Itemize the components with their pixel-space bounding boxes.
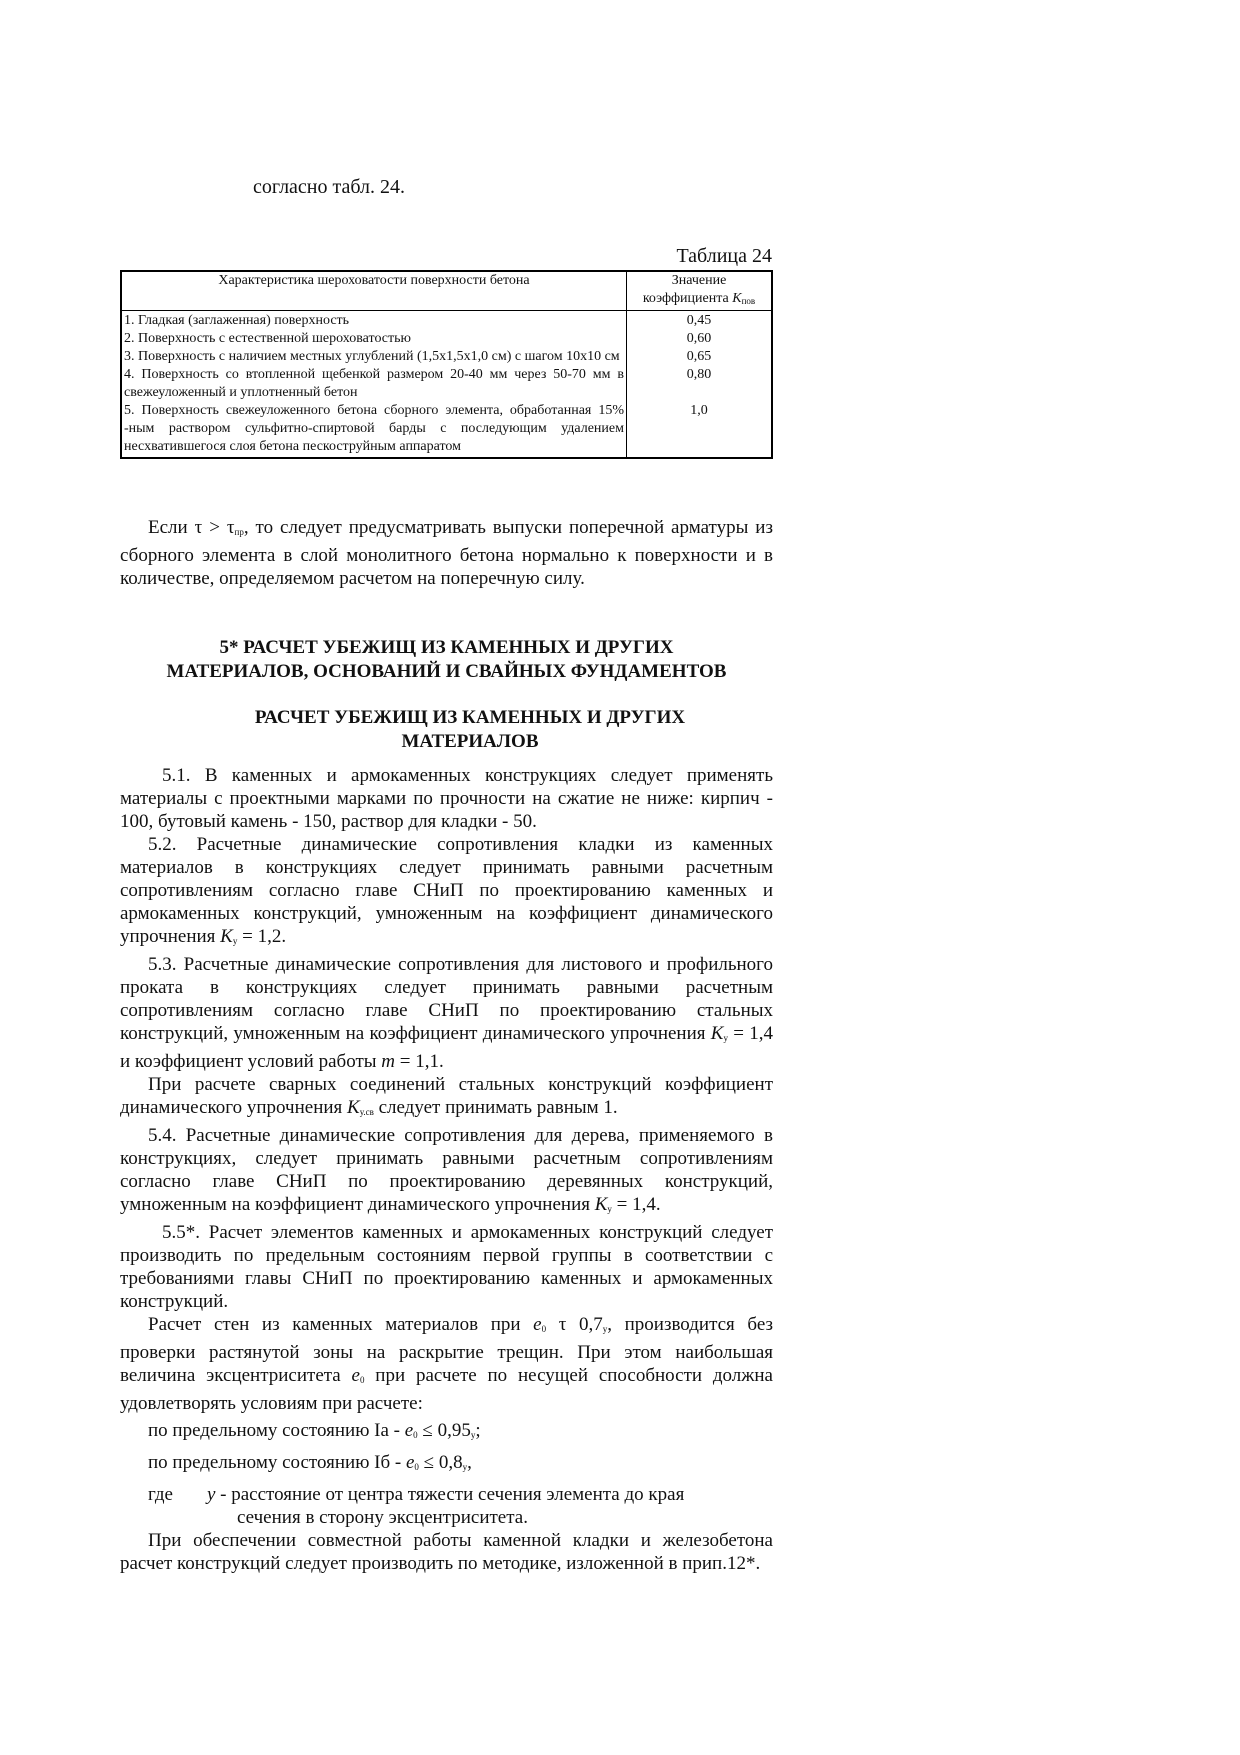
p52-value: = 1,2.: [237, 926, 287, 947]
welded-text: При расчете сварных соединений стальных конструкций коэффициент динамического упрочнения: [120, 1074, 773, 1118]
row-characteristic: 1. Гладкая (заглаженная) поверхность: [124, 313, 350, 328]
cond1-sub: y: [470, 1430, 476, 1440]
cond1-end: ;: [475, 1420, 481, 1441]
section-heading-5: [120, 636, 773, 684]
tau-paragraph: [120, 516, 773, 590]
paragraph-5-5: 5.5*. Расчет элементов каменных и армокаменных конструкций следует производить по предельным состояниям первой группы в соответствии с требованиями главы СНиП по проектированию каменных и армокаменных конструкций.: [120, 1222, 773, 1312]
p54-value: = 1,4.: [611, 1194, 661, 1215]
paragraph-5-4: [120, 1124, 773, 1221]
walls-text: Расчет стен из каменных материалов при: [148, 1314, 534, 1335]
main-text: [120, 764, 773, 1575]
p52-k-sub: у: [232, 936, 238, 946]
section-heading-line2: МАТЕРИАЛОВ, ОСНОВАНИЙ И СВАЙНЫХ ФУНДАМЕНТОВ: [166, 661, 727, 682]
walls-text-mid: , производится без проверки растянутой зоны на раскрытие трещин. При этом наибольшая величина эксцентриситета: [120, 1314, 774, 1386]
welded-text-end: следует принимать равным 1.: [373, 1097, 618, 1118]
welded-k-symbol: K: [347, 1097, 360, 1118]
where-label: где: [148, 1484, 173, 1505]
walls-ratio: τ 0,7: [546, 1314, 603, 1335]
paragraph-5-2: [120, 833, 773, 953]
row-characteristic: 3. Поверхность с наличием местных углублений (1,5х1,5х1,0 см) с шагом 10х10 см: [124, 349, 620, 364]
section-heading-line1: 5* РАСЧЕТ УБЕЖИЩ ИЗ КАМЕННЫХ И ДРУГИХ: [219, 637, 674, 658]
p53-k-symbol: K: [710, 1023, 724, 1044]
tau-subscript: пр: [234, 527, 244, 537]
row-coefficient: 0,60: [627, 330, 773, 348]
row-characteristic: 2. Поверхность с естественной шероховатостью: [124, 331, 411, 346]
tau-paragraph-rest: , то следует предусматривать выпуски поперечной арматуры из сборного элемента в слой монолитного бетона нормально к поверхности и в количестве, определяемом расчетом на поперечную силу.: [120, 517, 773, 589]
where-y-symbol: у: [206, 1484, 216, 1505]
p54-k-sub: у: [607, 1204, 612, 1214]
p52-k-symbol: K: [220, 926, 233, 947]
cond2-value: ≤ 0,8: [418, 1452, 463, 1473]
table-header-row: [121, 271, 772, 311]
cond1-e-symbol: e: [404, 1420, 414, 1441]
p53-k-sub: у: [723, 1033, 728, 1043]
row-coefficient: 0,45: [627, 311, 773, 331]
p52-text: 5.2. Расчетные динамические сопротивления кладки из каменных материалов в конструкциях следует принимать равными расчетным сопротивлениям согласно главе СНиП по проектированию каменных и армокаменных конструкций, умноженным на коэффициент динамического упрочнения: [120, 834, 773, 947]
walls-e-symbol: e: [533, 1314, 542, 1335]
tau-paragraph-start: Если τ > τ: [148, 517, 235, 538]
row-coefficient: 1,0: [627, 402, 773, 458]
row-characteristic: 5. Поверхность свежеуложенного бетона сборного элемента, обработанная 15% -ным раствором сульфитно-спиртовой барды с последующим удалением несхватившегося слоя бетона пескоструйным аппаратом: [124, 403, 624, 454]
paragraph-walls: [120, 1313, 773, 1415]
tau-paragraph-block: [120, 516, 773, 590]
table-row: [121, 366, 772, 402]
table-row: [121, 348, 772, 366]
walls-e-sub: 0: [541, 1324, 547, 1334]
table-header-characteristic: Характеристика шероховатости поверхности бетона: [121, 271, 627, 311]
p54-text: 5.4. Расчетные динамические сопротивления для дерева, применяемого в конструкциях, следует принимать равными расчетным сопротивлениям согласно главе СНиП по проектированию деревянных конструкций, умноженным на коэффициент динамического упрочнения: [120, 1125, 773, 1215]
table-row: [121, 330, 772, 348]
table-header-coefficient: [627, 271, 773, 311]
cond2-sub: y: [462, 1462, 468, 1472]
walls-e-sub-2: 0: [359, 1375, 365, 1385]
p54-k-symbol: K: [594, 1194, 608, 1215]
table-caption: Таблица 24: [676, 245, 772, 267]
p53-text-mid: = 1,4 и коэффициент условий работы: [120, 1023, 774, 1072]
subsection-heading-line2: МАТЕРИАЛОВ: [401, 731, 539, 752]
p53-value: = 1,1.: [395, 1051, 444, 1072]
welded-k-sub: у.св: [359, 1107, 374, 1117]
intro-line: согласно табл. 24.: [253, 176, 406, 198]
row-coefficient: 0,65: [627, 348, 773, 366]
header-coefficient-sub: пов: [741, 296, 756, 306]
walls-text-end: при расчете по несущей способности должна удовлетворять условиям при расчете:: [120, 1365, 773, 1414]
condition-1b: [120, 1451, 773, 1479]
walls-y-sub: y: [602, 1324, 608, 1334]
header-coefficient-line2: коэффициента: [642, 291, 733, 306]
walls-e-symbol-2: e: [351, 1365, 360, 1386]
subsection-heading: [230, 706, 710, 754]
cond2-e-sub: 0: [414, 1462, 419, 1472]
cond1-e-sub: 0: [413, 1430, 418, 1440]
table-row: [121, 402, 772, 458]
where-continuation: сечения в сторону эксцентриситета.: [237, 1507, 528, 1528]
paragraph-5-3: [120, 953, 773, 1073]
row-coefficient: 0,80: [627, 366, 773, 402]
paragraph-5-1: 5.1. В каменных и армокаменных конструкциях следует применять материалы с проектными марками по прочности на сжатие не ниже: кирпич - 100, бутовый камень - 150, раствор для кладки - 50.: [120, 765, 773, 832]
p53-m-symbol: m: [381, 1051, 396, 1072]
header-coefficient-symbol: K: [732, 291, 742, 306]
cond2-end: ,: [467, 1452, 472, 1473]
table-row: [121, 311, 772, 331]
p53-text: 5.3. Расчетные динамические сопротивления для листового и профильного проката в конструкциях следует принимать равными расчетным сопротивлениям согласно главе СНиП по проектированию стальных конструкций, умноженным на коэффициент динамического упрочнения: [120, 954, 773, 1044]
paragraph-joint-work: При обеспечении совместной работы каменной кладки и железобетона расчет конструкций следует производить по методике, изложенной в прип.12*.: [120, 1530, 773, 1574]
paragraph-welded: [120, 1073, 773, 1124]
cond1-text: по предельному состоянию Iа -: [148, 1420, 405, 1441]
row-characteristic: 4. Поверхность со втопленной щебенкой размером 20-40 мм через 50-70 мм в свежеуложенный и уплотненный бетон: [124, 367, 624, 400]
condition-1a: [120, 1419, 773, 1447]
where-text: - расстояние от центра тяжести сечения элемента до края: [215, 1484, 685, 1505]
cond1-value: ≤ 0,95: [417, 1420, 471, 1441]
roughness-table: [120, 270, 773, 459]
cond2-e-symbol: e: [405, 1452, 415, 1473]
where-definition: [120, 1483, 773, 1506]
subsection-heading-line1: РАСЧЕТ УБЕЖИЩ ИЗ КАМЕННЫХ И ДРУГИХ: [254, 707, 686, 728]
cond2-text: по предельному состоянию Iб -: [148, 1452, 406, 1473]
header-coefficient-line1: Значение: [671, 273, 727, 288]
